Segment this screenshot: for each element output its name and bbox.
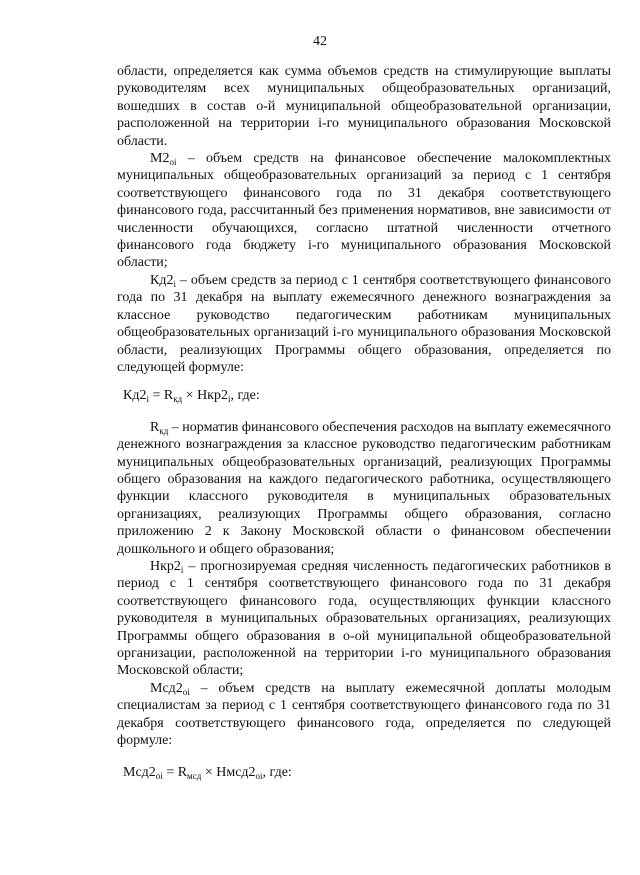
- variable-subscript: оi: [182, 686, 190, 697]
- paragraph-msd2: [117, 680, 611, 750]
- definition-text: – объем средств за период с 1 сентября соответствующего финансового года по 31 декабря на выплату ежемесячного денежного вознаграждения за классное руководство педагогическим работникам муниципальных общеобразовательных организаций i-го муниципального образования Московской области, реализующих Программы общего образования, определяется по следующей формуле:: [117, 272, 611, 375]
- formula-equals: = R: [162, 765, 188, 781]
- formula-left: Кд2: [123, 388, 147, 404]
- page-number: 42: [313, 34, 327, 49]
- formula-left-subscript: i: [146, 394, 149, 405]
- formula-r-subscript: мсд: [187, 771, 202, 782]
- paragraph-rkd: [117, 419, 611, 558]
- body-text: [117, 63, 611, 782]
- variable-name: М2: [150, 151, 170, 167]
- paragraph-kd2: [117, 272, 611, 376]
- formula-multiplier: × Нмсд2: [201, 765, 256, 781]
- formula-tail: , где:: [230, 388, 260, 404]
- definition-text: – объем средств на финансовое обеспечение малокомплектных муниципальных общеобразовательных организаций за период с 1 сентября соответствующего финансового года по 31 декабря соответствующего финансового года, рассчитанный без применения нормативов, вне зависимости от численности обучающихся, согласно штатной численности отчетного финансового года бюджету i-го муниципального образования Московской области;: [117, 151, 611, 271]
- formula-msd2: [117, 764, 611, 781]
- formula-multiplier-subscript: i: [227, 394, 231, 405]
- formula-multiplier: × Нкр2: [182, 388, 228, 404]
- variable-subscript: i: [180, 564, 184, 575]
- formula-equals: = R: [148, 388, 174, 404]
- formula-left-subscript: оi: [155, 771, 163, 782]
- variable-name: Мсд2: [150, 680, 183, 696]
- variable-name: Нкр2: [150, 558, 181, 574]
- variable-subscript: кд: [159, 425, 169, 436]
- formula-left: Мсд2: [123, 765, 156, 781]
- variable-name: Кд2: [150, 272, 174, 288]
- definition-text: – объем средств на выплату ежемесячной доплаты молодым специалистам за период с 1 сентября соответствующего финансового года по 31 декабря соответствующего финансового года, определяется по следующей формуле:: [117, 680, 611, 749]
- formula-tail: , где:: [262, 765, 292, 781]
- formula-r-subscript: кд: [173, 394, 183, 405]
- variable-subscript: i: [173, 278, 176, 289]
- paragraph-nkr2: [117, 558, 611, 680]
- variable-subscript: оi: [169, 157, 177, 168]
- paragraph-m2: [117, 150, 611, 272]
- formula-kd2: [117, 387, 611, 404]
- definition-text: – прогнозируемая средняя численность педагогических работников в период с 1 сентября соответствующего финансового года по 31 декабря соответствующего финансового года, осуществляющих функции классного руководителя в муниципальных образовательных организациях, реализующих Программы общего образования в о-ой муниципальной общеобразовательной организации, расположенной на территории i-го муниципального образования Московской области;: [117, 558, 611, 679]
- paragraph-continuation: области, определяется как сумма объемов средств на стимулирующие выплаты руководителям всех муниципальных общеобразовательных организаций, вошедших в состав о-й муниципальной общеобразовательной организации, расположенной на территории i-го муниципального образования Московской области.: [117, 64, 611, 149]
- definition-text: – норматив финансового обеспечения расходов на выплату ежемесячного денежного вознаграждения за классное руководство педагогическим работникам муниципальных общеобразовательных организаций, реализующих Программы общего образования на каждого педагогического работника, осуществляющего функции классного руководителя в муниципальных образовательных организациях, реализующих Программы общего образования, согласно приложению 2 к Закону Московской области о финансовом обеспечении дошкольного и общего образования;: [117, 419, 611, 557]
- formula-multiplier-subscript: оi: [255, 771, 263, 782]
- variable-name: R: [150, 419, 160, 435]
